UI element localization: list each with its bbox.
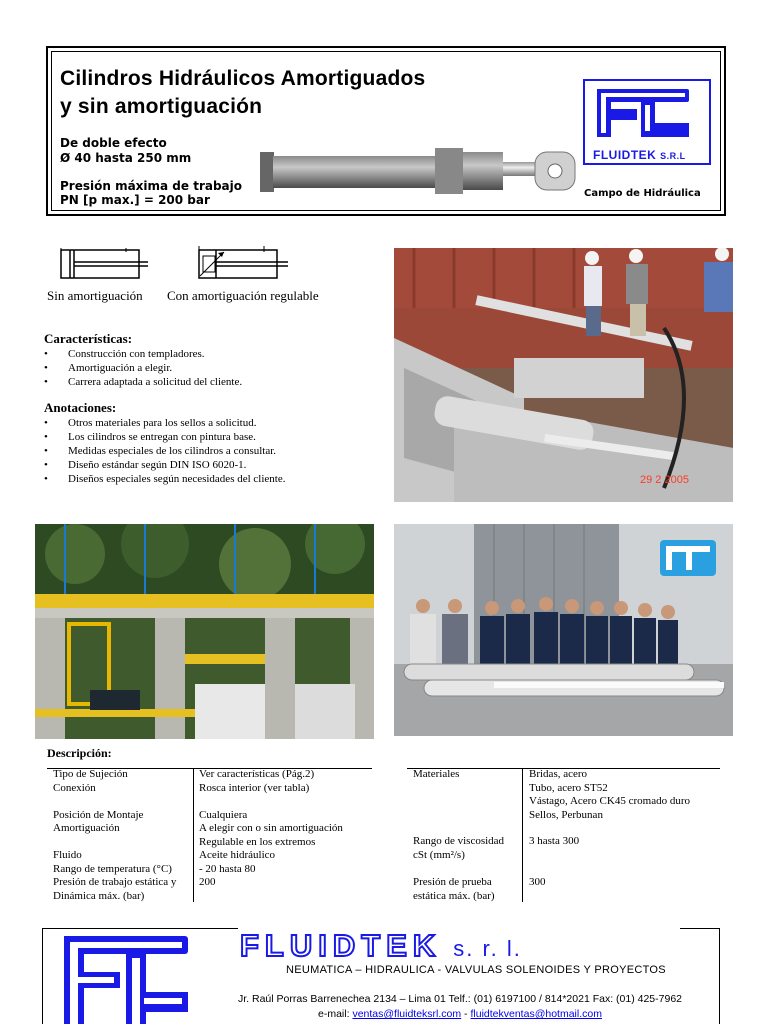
photo-installation xyxy=(394,248,733,502)
spec-doble-efecto: De doble efecto xyxy=(60,136,167,150)
footer-services: NEUMATICA – HIDRAULICA - VALVULAS SOLENOIDES Y PROYECTOS xyxy=(286,964,666,976)
table-right-label-materiales: Materiales xyxy=(413,768,460,780)
footer-brand-suffix: s. r. l. xyxy=(453,936,522,961)
list-item: • Carrera adaptada a solicitud del cliente. xyxy=(44,375,384,389)
footer-email-line xyxy=(318,1008,602,1020)
table-right-divider xyxy=(522,768,523,902)
caption-con-amortiguacion: Con amortiguación regulable xyxy=(167,288,319,303)
anotaciones-list xyxy=(44,416,384,486)
spec-diameter: Ø 40 hasta 250 mm xyxy=(60,151,192,165)
table-left-values: Ver características (Pág.2) Rosca interior (ver tabla) Cualquiera A elegir con o sin amortiguación Regulable en los extremos Aceite hidráulico - 20 hasta 80 200 xyxy=(199,768,343,888)
spec-pressure-value: PN [p max.] = 200 bar xyxy=(60,193,210,207)
footer-left-rule xyxy=(42,928,43,1024)
descripcion-heading: Descripción: xyxy=(47,746,112,760)
logo-brand: FLUIDTEK xyxy=(593,148,657,162)
table-left-labels: Tipo de Sujeción Conexión Posición de Montaje Amortiguación Fluido Rango de temperatura (°C) Presión de trabajo estática y Dinámica máx. (bar) xyxy=(53,768,177,902)
caracteristicas-heading: Características: xyxy=(44,331,133,346)
cylinder-symbol-adjustable-cushion xyxy=(194,244,292,280)
cylinder-symbol-no-cushion xyxy=(56,246,152,280)
photo-team xyxy=(394,524,733,736)
table-right-value-materiales: Bridas, acero Tubo, acero ST52 Vástago, Acero CK45 cromado duro Sellos, Perbunan xyxy=(529,768,690,821)
caracteristicas-list xyxy=(44,347,384,389)
table-right-value-viscosidad: 3 hasta 300 xyxy=(529,835,580,847)
footer-top-rule-left xyxy=(42,928,238,929)
table-right-label-viscosidad: Rango de viscosidad cSt (mm²/s) xyxy=(413,835,505,861)
list-item: • Amortiguación a elegir. xyxy=(44,361,384,375)
title-line-2: y sin amortiguación xyxy=(60,95,263,118)
footer-email-label: e-mail: xyxy=(318,1008,353,1020)
spec-pressure-label: Presión máxima de trabajo xyxy=(60,179,243,193)
caption-sin-amortiguacion: Sin amortiguación xyxy=(47,288,143,303)
caracteristicas-section xyxy=(44,331,384,389)
list-item: • Otros materiales para los sellos a solicitud. xyxy=(44,416,384,430)
email-link-ventas[interactable]: ventas@fluidteksrl.com xyxy=(352,1008,462,1020)
table-right-value-prueba: 300 xyxy=(529,876,546,888)
list-item: • Diseño estándar según DIN ISO 6020-1. xyxy=(44,458,384,472)
list-item: • Construcción con templadores. xyxy=(44,347,384,361)
footer-email-separator: - xyxy=(461,1008,471,1020)
email-link-hotmail[interactable]: fluidtekventas@hotmail.com xyxy=(470,1008,602,1020)
footer-address: Jr. Raúl Porras Barrenechea 2134 – Lima 01 Telf.: (01) 6197100 / 814*2021 Fax: (01) 425-7962 xyxy=(238,993,683,1005)
footer-top-rule-right xyxy=(680,928,720,929)
list-item: • Los cilindros se entregan con pintura base. xyxy=(44,430,384,444)
hydraulic-cylinder-image xyxy=(255,138,580,198)
table-left-divider xyxy=(193,768,194,902)
campo-subtitle: Campo de Hidráulica xyxy=(584,188,701,199)
logo-suffix: S.R.L xyxy=(660,151,686,161)
title-line-1: Cilindros Hidráulicos Amortiguados xyxy=(60,67,426,90)
list-item: • Diseños especiales según necesidades del cliente. xyxy=(44,472,384,486)
footer-brand: FLUIDTEK xyxy=(240,928,442,963)
photo-date-stamp: 29 2 2005 xyxy=(640,474,689,486)
list-item: • Medidas especiales de los cilindros a consultar. xyxy=(44,444,384,458)
footer-brand-block xyxy=(240,928,522,964)
footer-ft-logo xyxy=(60,930,192,1024)
anotaciones-section xyxy=(44,400,384,486)
footer-right-rule xyxy=(719,928,720,1024)
anotaciones-heading: Anotaciones: xyxy=(44,400,117,415)
photo-dam xyxy=(35,524,374,739)
table-right-label-prueba: Presión de prueba estática máx. (bar) xyxy=(413,876,495,902)
